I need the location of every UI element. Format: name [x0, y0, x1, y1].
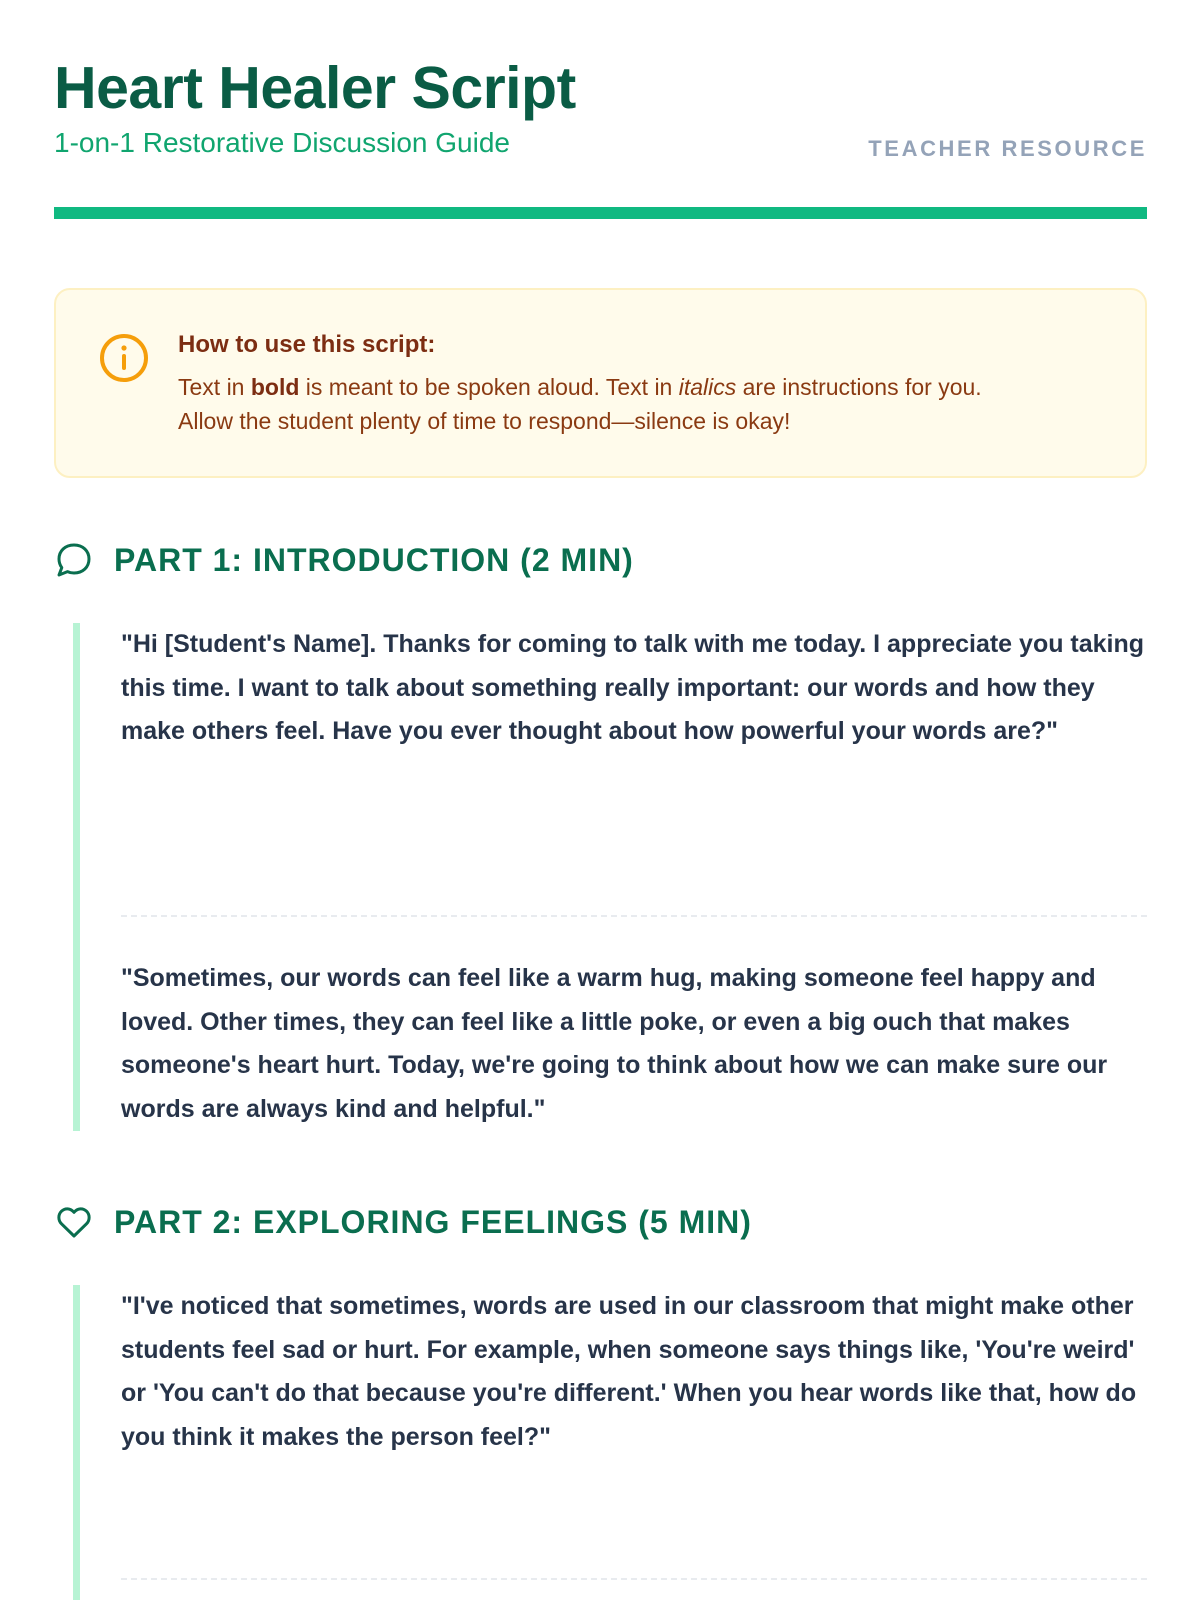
teacher-resource-label: TEACHER RESOURCE: [868, 136, 1147, 161]
script-paragraph: "I've noticed that sometimes, words are used in our classroom that might make other students feel sad or hurt. For example, when someone says things like, 'You're weird' or 'You can't do that because you're different.' When you hear words like that, how do you think it makes the person feel?": [121, 1292, 1137, 1451]
paragraph-divider: [121, 915, 1147, 917]
paragraph-divider: [121, 1578, 1147, 1580]
usage-note-text: [178, 330, 1098, 438]
usage-note-body: [178, 370, 1098, 438]
note-italic-example: italics: [678, 374, 737, 400]
script-paragraph: "Sometimes, our words can feel like a warm hug, making someone feel happy and loved. Other times, they can feel like a little poke, or even a big ouch that makes someone's heart hurt. Today, we're going to think about how we can make sure our words are always kind and helpful.": [121, 964, 1108, 1123]
note-text-line2: Allow the student plenty of time to respond—silence is okay!: [178, 408, 791, 434]
section-part-1-title: PART 1: INTRODUCTION (2 MIN): [114, 541, 634, 578]
note-bold-example: bold: [250, 374, 300, 400]
usage-note-heading: How to use this script:: [178, 331, 436, 358]
script-paragraph: "Hi [Student's Name]. Thanks for coming to talk with me today. I appreciate you taking this time. I want to talk about something really important: our words and how they make others feel. Have you ever thought about how powerful your words are?": [121, 630, 1145, 745]
speech-bubble-icon: [54, 540, 94, 580]
section-part-1-heading: [54, 540, 634, 580]
note-text-segment: is meant to be spoken aloud. Text in: [299, 374, 679, 400]
section-part-1-bar: [73, 623, 80, 1131]
heart-icon: [54, 1202, 94, 1242]
section-part-2-heading: [54, 1202, 752, 1242]
usage-note: [54, 288, 1147, 478]
note-text-segment: are instructions for you.: [736, 374, 982, 400]
section-part-2-title: PART 2: EXPLORING FEELINGS (5 MIN): [114, 1203, 752, 1240]
page-subtitle: 1-on-1 Restorative Discussion Guide: [54, 127, 510, 158]
info-icon: [98, 332, 150, 384]
page-title: Heart Healer Script: [54, 55, 576, 121]
header-rule: [54, 207, 1147, 219]
section-part-2-bar: [73, 1285, 80, 1600]
note-text-segment: Text in: [178, 374, 251, 400]
